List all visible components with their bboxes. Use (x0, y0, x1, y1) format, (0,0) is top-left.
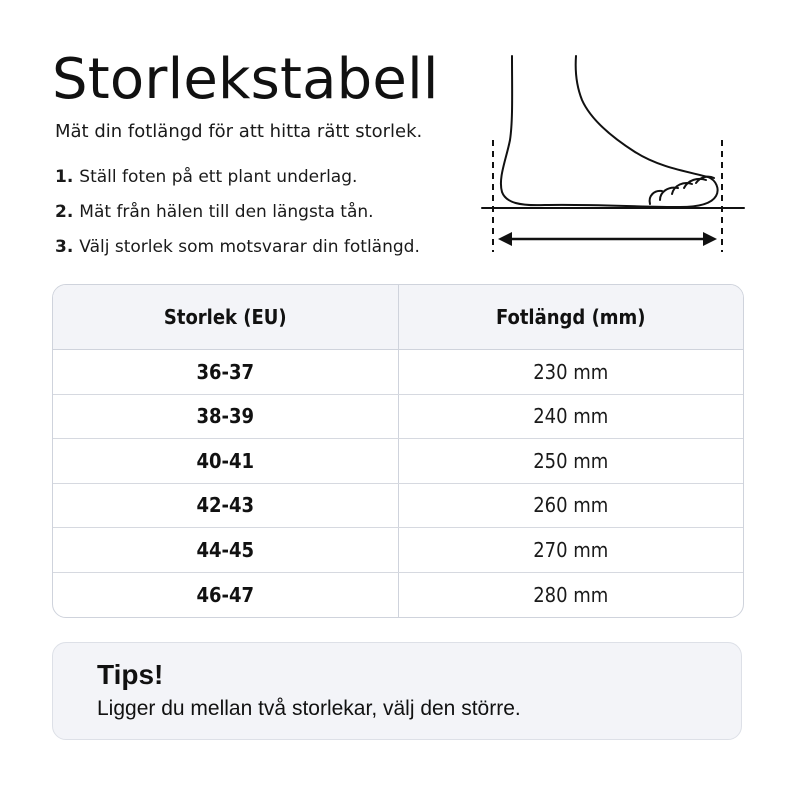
instruction-step-1 (55, 164, 420, 199)
step-number: 3. (55, 237, 74, 257)
page-subtitle: Mät din fotlängd för att hitta rätt storlek. (55, 121, 423, 142)
instruction-step-3 (55, 234, 420, 269)
length-cell: 280 mm (398, 573, 744, 618)
step-number: 2. (55, 202, 74, 222)
size-cell: 40-41 (196, 448, 255, 473)
size-table (52, 284, 744, 618)
column-header-length: Fotlängd (mm) (398, 285, 744, 349)
step-number: 1. (55, 167, 74, 187)
size-cell: 38-39 (196, 404, 255, 429)
foot-measurement-icon (470, 50, 760, 270)
table-row (53, 484, 743, 529)
step-text: Ställ foten på ett plant underlag. (79, 167, 358, 187)
table-header-row (53, 285, 743, 350)
length-cell: 240 mm (398, 395, 744, 439)
size-cell: 46-47 (196, 582, 255, 607)
length-cell: 270 mm (398, 528, 744, 572)
column-header-size: Storlek (EU) (163, 305, 287, 329)
table-row (53, 528, 743, 573)
size-cell: 36-37 (196, 359, 255, 384)
table-row (53, 573, 743, 618)
step-text: Välj storlek som motsvarar din fotlängd. (79, 237, 420, 257)
length-cell: 260 mm (398, 484, 744, 528)
size-cell: 44-45 (196, 537, 255, 562)
table-row (53, 439, 743, 484)
table-row (53, 350, 743, 395)
length-cell: 250 mm (398, 439, 744, 483)
tips-title: Tips! (97, 659, 164, 690)
step-text: Mät från hälen till den längsta tån. (79, 202, 374, 222)
tips-text: Ligger du mellan två storlekar, välj den större. (97, 697, 521, 720)
length-cell: 230 mm (398, 350, 744, 394)
instruction-step-2 (55, 199, 420, 234)
page-title: Storlekstabell (52, 47, 439, 112)
table-row (53, 395, 743, 440)
tips-box (52, 642, 742, 740)
instruction-steps (55, 164, 420, 269)
size-cell: 42-43 (196, 493, 255, 518)
